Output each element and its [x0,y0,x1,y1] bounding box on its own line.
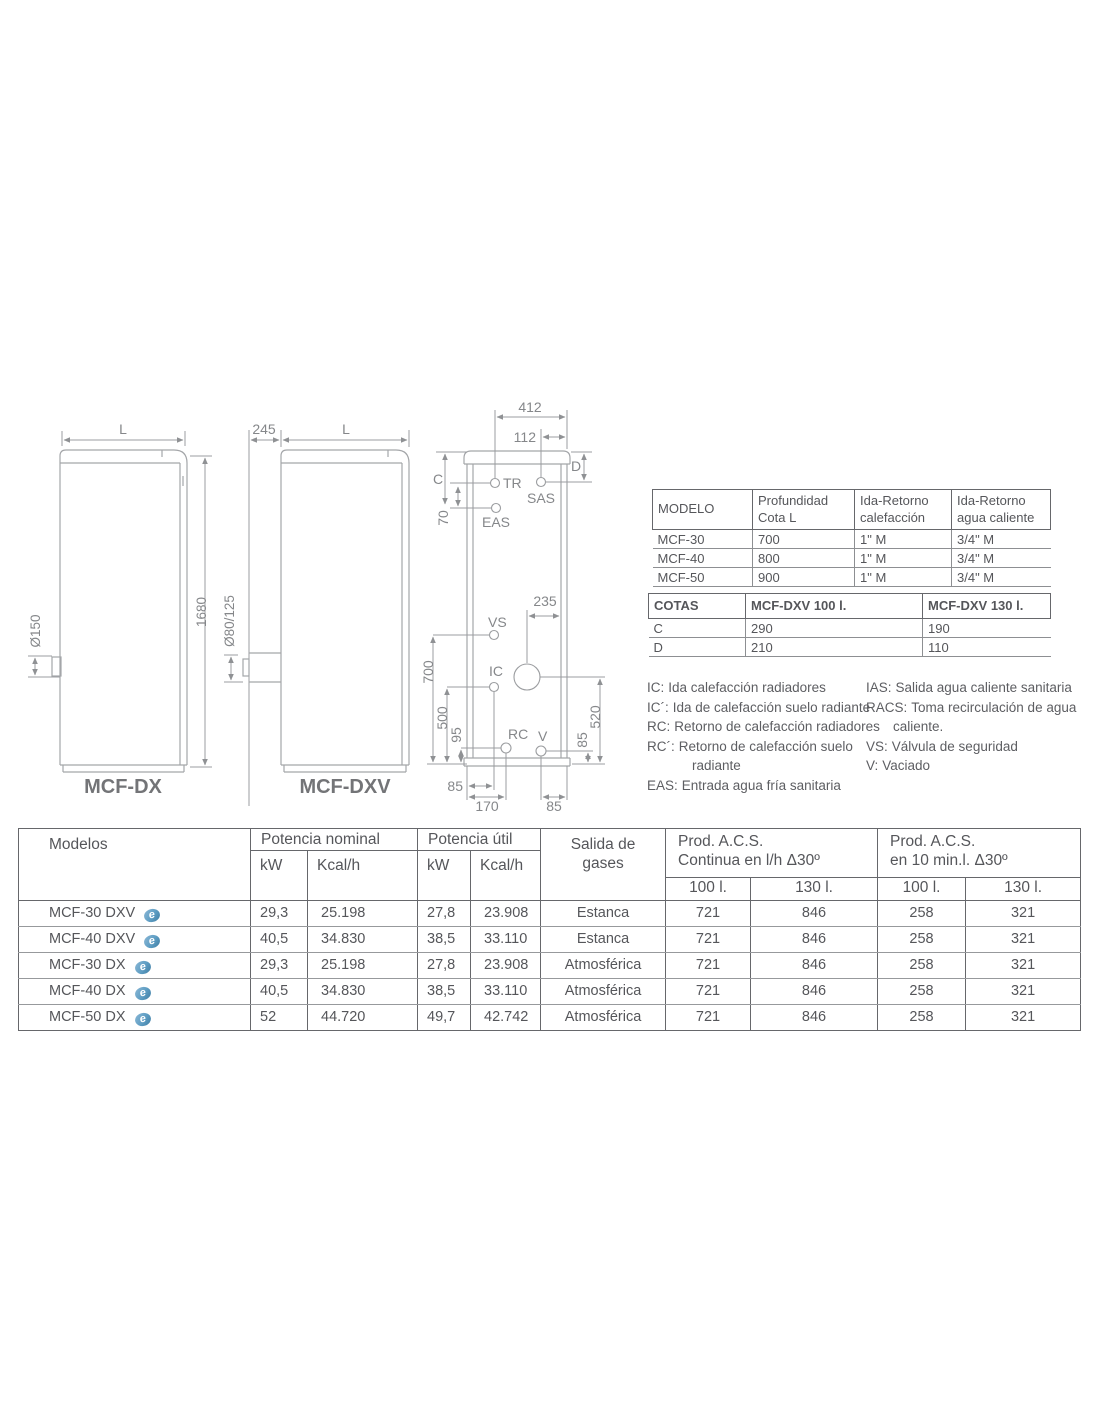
potencia-util-group-header: Potencia útil [418,829,541,851]
legend-item [866,678,1076,698]
prod-acs-10min-header [878,829,1081,878]
port-ic [490,683,499,692]
model-name: MCF-50 DX [49,1008,126,1025]
cell: 25.198 [308,900,418,926]
legend-item [866,737,1076,757]
dim-label-95: 95 [448,727,464,743]
cell: 321 [966,900,1081,926]
port-label-tr: TR [503,475,522,491]
cell: 33.110 [471,978,541,1004]
port-sas [537,478,546,487]
model-name-cell [19,926,251,952]
eco-e-icon [143,907,162,923]
spec-row-mcf-30-dx [19,952,1081,978]
legend-item [647,698,880,718]
acs2-line1: Prod. A.C.S. [890,833,976,850]
spec-row-mcf-30-dxv [19,900,1081,926]
cell: 846 [751,926,878,952]
dim-label-412: 412 [518,400,542,415]
model-name: MCF-40 DX [49,982,126,999]
dim-label-520: 520 [587,705,603,729]
port-vs [490,631,499,640]
cell: 700 [753,530,855,549]
cell: 49,7 [418,1004,471,1030]
flue-circle [514,664,540,690]
cell: 52 [251,1004,308,1030]
dim-label-dx-height: 1680 [194,596,209,628]
cell: 1" M [855,568,952,587]
cell: Estanca [541,926,666,952]
cell: 800 [753,549,855,568]
dim-label-dx-l: L [119,421,127,437]
potencia-nominal-group-header: Potencia nominal [251,829,418,851]
dim-label-700: 700 [420,660,436,684]
cell: 321 [966,952,1081,978]
prod-acs-continua-header [666,829,878,878]
legend-right-column [866,678,1076,776]
dim-label-235: 235 [533,593,557,609]
legend-text: caliente. [893,719,944,735]
cell: 846 [751,978,878,1004]
legend-text: Toma recirculación de agua [911,699,1077,715]
legend-text: Vaciado [882,758,931,774]
cell: 3/4" M [952,530,1051,549]
dim-label-85-right: 85 [574,732,590,748]
cell: 258 [878,978,966,1004]
cell: Atmosférica [541,978,666,1004]
cell: 258 [878,900,966,926]
dim-label-85-bottom-right: 85 [546,798,562,814]
kcalh-util-header: Kcal/h [471,850,541,900]
diagram-title-mcf-dxv: MCF-DXV [299,776,391,798]
legend-text: Ida calefacción radiadores [668,680,826,695]
diagram-mcf-dxv [222,421,409,806]
legend-abbr: RC: [647,719,671,735]
legend-abbr: VS: [866,738,888,754]
ida-retorno-calefaccion-header: Ida-Retorno calefacción [855,490,952,530]
legend-text: Válvula de seguridad [891,738,1018,754]
cell: C [649,619,746,638]
cell: 190 [923,619,1051,638]
legend-abbr: IC´: [647,699,669,715]
acs2-line2: en 10 min.l. Δ30º [890,851,1008,869]
dim-label-112: 112 [513,429,536,445]
legend-abbr: IAS: [866,680,892,695]
cell: Estanca [541,900,666,926]
cell: MCF-30 [653,530,753,549]
cell: MCF-50 [653,568,753,587]
cell: MCF-40 [653,549,753,568]
table-row [653,549,1051,568]
modelo-table [652,489,1051,587]
cell: 42.742 [471,1004,541,1030]
cotas-header: COTAS [649,594,746,619]
legend-abbr: IC: [647,680,665,695]
cell: 34.830 [308,926,418,952]
port-label-ic: IC [489,663,503,679]
eco-e-icon [133,1011,152,1027]
legend-abbr: V: [866,758,879,774]
spec-row-mcf-50-dx [19,1004,1081,1030]
cell: 40,5 [251,978,308,1004]
table-row [649,619,1051,638]
salida-line2: gases [582,854,624,872]
eco-e-icon [143,933,162,949]
cell: 721 [666,900,751,926]
cell: 38,5 [418,978,471,1004]
salida-line1: Salida de [570,836,636,853]
legend-item [647,737,880,757]
cell: 258 [878,926,966,952]
legend-text: radiante [692,758,741,774]
dim-label-dx-flue: Ø150 [28,614,43,648]
dim-label-dxv-flue: Ø80/125 [222,595,237,647]
cell: 34.830 [308,978,418,1004]
port-label-sas: SAS [527,490,556,506]
cotas-table [648,593,1051,657]
cell: 1" M [855,549,952,568]
profundidad-header: Profundidad Cota L [753,490,855,530]
cell: 23.908 [471,900,541,926]
diagram-rear-connections [420,400,605,814]
model-name-cell [19,978,251,1004]
legend-text: Entrada agua fría sanitaria [681,777,841,793]
dim-label-c: C [432,471,444,487]
cell: 721 [666,926,751,952]
table-row [649,638,1051,657]
legend-item [647,717,880,737]
cell: D [649,638,746,657]
model-name-cell [19,900,251,926]
table-row [653,530,1051,549]
specifications-table [18,828,1081,1031]
port-rc [501,743,511,753]
port-label-eas: EAS [482,514,511,530]
cell: 721 [666,978,751,1004]
spec-row-mcf-40-dx [19,978,1081,1004]
cell: 290 [746,619,923,638]
cell: 846 [751,952,878,978]
ida-retorno-agua-header: Ida-Retorno agua caliente [952,490,1051,530]
cell: 721 [666,1004,751,1030]
cell: 29,3 [251,952,308,978]
legend-item [866,698,1076,718]
legend-text: Ida de calefacción suelo radiante [672,699,871,715]
dim-label-500: 500 [434,706,450,730]
diagram-title-mcf-dx: MCF-DX [84,776,162,798]
legend-item [647,776,880,796]
legend-item-continuation [866,717,1076,737]
cell: Atmosférica [541,1004,666,1030]
cotas-100l-header: MCF-DXV 100 l. [746,594,923,619]
acs1-line2: Continua en l/h Δ30º [678,851,820,869]
cell: 110 [923,638,1051,657]
legend-item [866,756,1076,776]
cell: 321 [966,926,1081,952]
cell: 40,5 [251,926,308,952]
dim-label-70: 70 [435,510,451,526]
model-name-cell [19,952,251,978]
kw-util-header: kW [418,850,471,900]
cell: 846 [751,900,878,926]
dim-label-d: D [570,458,582,474]
cell: 3/4" M [952,549,1051,568]
kcalh-nominal-header: Kcal/h [308,850,418,900]
dim-label-dxv-l: L [342,421,350,437]
cell: 258 [878,952,966,978]
legend-abbr: EAS: [647,777,678,793]
port-tr [491,479,500,488]
port-label-rc: RC [508,726,529,742]
cell: 27,8 [418,952,471,978]
modelo-header: MODELO [653,490,753,530]
kw-nominal-header: kW [251,850,308,900]
continua-130l-header: 130 l. [751,877,878,900]
salida-de-gases-header [541,829,666,901]
cell: 44.720 [308,1004,418,1030]
cell: 25.198 [308,952,418,978]
port-label-vs: VS [488,614,507,630]
cell: 721 [666,952,751,978]
cell: 29,3 [251,900,308,926]
dim-label-85-bottom-left: 85 [447,778,463,794]
model-name-cell [19,1004,251,1030]
cell: 900 [753,568,855,587]
cell: Atmosférica [541,952,666,978]
cell: 321 [966,1004,1081,1030]
cell: 38,5 [418,926,471,952]
model-name: MCF-30 DX [49,956,126,973]
legend-text: Retorno de calefacción radiadores [674,719,880,735]
cell: 23.908 [471,952,541,978]
acs1-line1: Prod. A.C.S. [678,833,764,850]
legend-item [647,678,880,698]
cell: 33.110 [471,926,541,952]
port-label-v: V [538,728,548,744]
legend-abbr: RC´: [647,738,675,754]
10min-100l-header: 100 l. [878,877,966,900]
model-name: MCF-40 DXV [49,930,136,947]
cell: 3/4" M [952,568,1051,587]
cell: 1" M [855,530,952,549]
dim-label-dxv-245: 245 [252,421,276,437]
cell: 258 [878,1004,966,1030]
table-row [653,568,1051,587]
legend-text: Salida agua caliente sanitaria [895,680,1072,695]
cell: 846 [751,1004,878,1030]
cotas-130l-header: MCF-DXV 130 l. [923,594,1051,619]
diagram-mcf-dx [28,421,212,798]
legend-item-continuation [647,756,880,776]
dimension-diagrams [0,400,670,830]
spec-row-mcf-40-dxv [19,926,1081,952]
modelos-column-header: Modelos [19,829,251,901]
eco-e-icon [133,985,152,1001]
legend-text: Retorno de calefacción suelo [678,738,853,754]
legend-abbr: RACS: [866,699,908,715]
10min-130l-header: 130 l. [966,877,1081,900]
legend-left-column [647,678,880,796]
eco-e-icon [133,959,152,975]
cell: 210 [746,638,923,657]
model-name: MCF-30 DXV [49,904,136,921]
continua-100l-header: 100 l. [666,877,751,900]
cell: 321 [966,978,1081,1004]
dim-label-170: 170 [475,798,499,814]
cell: 27,8 [418,900,471,926]
port-v [536,746,546,756]
port-eas [492,504,501,513]
